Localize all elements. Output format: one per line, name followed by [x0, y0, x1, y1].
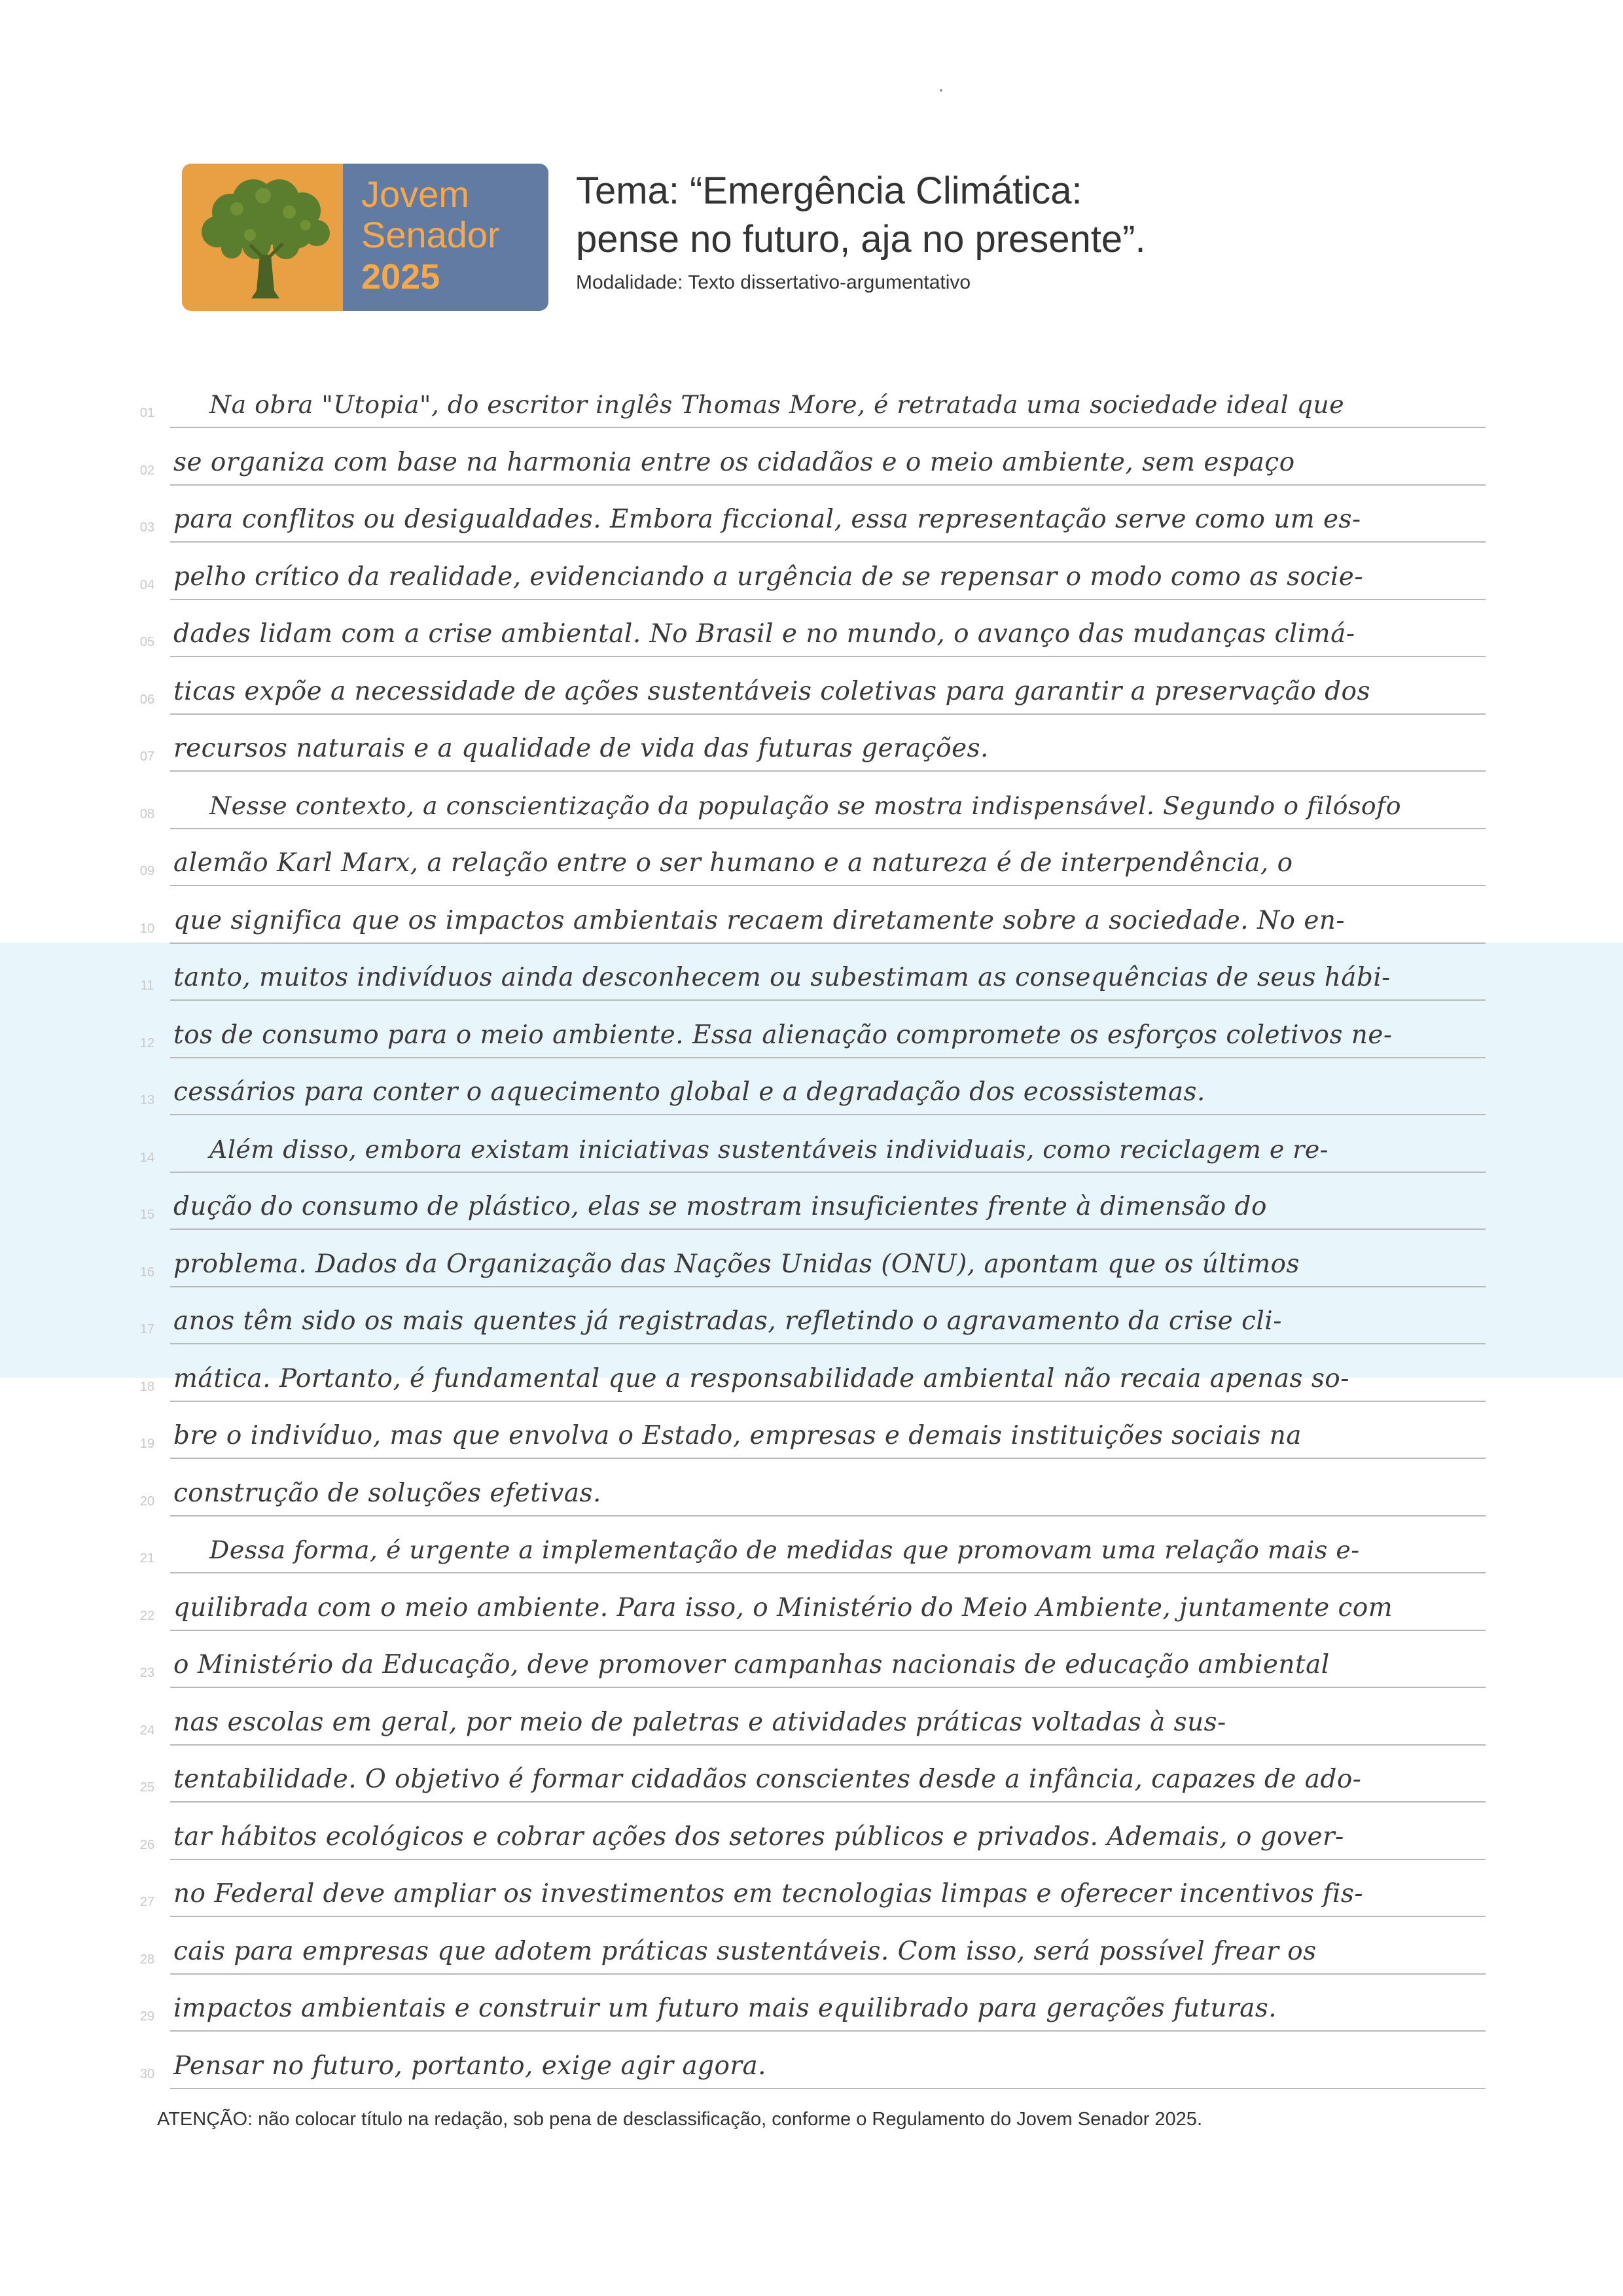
ruled-line	[170, 1114, 1486, 1115]
logo-tree-panel	[191, 173, 338, 302]
ruled-line	[170, 942, 1486, 944]
ruled-line	[170, 1343, 1486, 1344]
essay-line: o Ministério da Educação, deve promover campanhas nacionais de educação ambiental	[173, 1650, 1330, 1679]
line-number: 18	[139, 1379, 155, 1394]
essay-line: quilibrada com o meio ambiente. Para isso, o Ministério do Meio Ambiente, juntamente com	[173, 1592, 1393, 1623]
essay-line: dades lidam com a crise ambiental. No Brasil e no mundo, o avanço das mudanças climá-	[173, 619, 1355, 649]
tema-title-line2: pense no futuro, aja no presente”.	[576, 218, 1146, 260]
ruled-line	[170, 1229, 1486, 1230]
ruled-line	[170, 1515, 1486, 1516]
line-number: 26	[139, 1837, 155, 1852]
essay-line: dução do consumo de plástico, elas se mostram insuficientes frente à dimensão do	[173, 1192, 1267, 1221]
essay-line: problema. Dados da Organização das Nações Unidas (ONU), apontam que os últimos	[173, 1249, 1300, 1279]
tree-icon	[191, 173, 338, 302]
essay-line: Pensar no futuro, portanto, exige agir agora.	[173, 2051, 767, 2081]
line-number: 12	[139, 1035, 155, 1050]
ruled-line	[170, 885, 1486, 886]
logo-year: 2025	[361, 257, 440, 296]
ruled-line	[170, 541, 1486, 543]
logo-text-panel	[343, 164, 548, 311]
tema-title-line1: Tema: “Emergência Climática:	[576, 170, 1082, 212]
ruled-line	[170, 1286, 1486, 1287]
line-number: 09	[139, 864, 155, 878]
logo-jovem: Jovem	[361, 173, 469, 215]
ruled-line	[170, 1172, 1486, 1173]
line-number: 21	[139, 1551, 155, 1566]
essay-line: Na obra "Utopia", do escritor inglês Thomas More, é retratada uma sociedade ideal que	[209, 390, 1345, 419]
line-number: 27	[139, 1895, 155, 1909]
line-number: 19	[139, 1437, 155, 1451]
line-number: 13	[139, 1093, 155, 1107]
ruled-line	[170, 656, 1486, 657]
essay-line: tar hábitos ecológicos e cobrar ações dos setores públicos e privados. Ademais, o gover-	[173, 1821, 1344, 1852]
essay-line: mática. Portanto, é fundamental que a responsabilidade ambiental não recaia apenas so-	[173, 1363, 1349, 1393]
ruled-line	[170, 1859, 1486, 1860]
ruled-line	[170, 1916, 1486, 1917]
scan-speck	[940, 89, 942, 92]
line-number: 02	[139, 463, 155, 478]
essay-line: para conflitos ou desigualdades. Embora ficcional, essa representação serve como um es-	[173, 505, 1361, 534]
line-number: 15	[139, 1208, 155, 1222]
ruled-line	[170, 828, 1486, 829]
ruled-line	[170, 1401, 1486, 1402]
ruled-line	[170, 1744, 1486, 1746]
ruled-line	[170, 1572, 1486, 1573]
line-number: 20	[139, 1494, 155, 1509]
line-number: 01	[139, 406, 155, 420]
essay-line: ticas expõe a necessidade de ações sustentáveis coletivas para garantir a preservação dos	[173, 676, 1370, 706]
essay-line: Dessa forma, é urgente a implementação de medidas que promovam uma relação mais e-	[209, 1535, 1360, 1564]
essay-line: bre o indivíduo, mas que envolva o Estado, empresas e demais instituições sociais na	[173, 1421, 1302, 1450]
line-number: 04	[139, 577, 155, 592]
line-number: 08	[139, 806, 155, 821]
essay-line: construção de soluções efetivas.	[173, 1478, 601, 1508]
ruled-line	[170, 1057, 1486, 1058]
line-number: 10	[139, 921, 155, 936]
essay-line: Nesse contexto, a conscientização da população se mostra indispensável. Segundo o filósofo	[209, 791, 1401, 820]
essay-line: anos têm sido os mais quentes já registradas, refletindo o agravamento da crise cli-	[173, 1306, 1282, 1336]
line-number: 28	[139, 1952, 155, 1967]
ruled-line	[170, 1801, 1486, 1803]
essay-line: impactos ambientais e construir um futuro mais equilibrado para gerações futuras.	[173, 1994, 1277, 2023]
line-number: 03	[139, 520, 155, 535]
line-number: 05	[139, 635, 155, 649]
ruled-line	[170, 1973, 1486, 1975]
ruled-line	[170, 1687, 1486, 1688]
footer-warning: ATENÇÃO: não colocar título na redação, sob pena de desclassificação, conforme o Regulamento do Jovem Senador 2025.	[157, 2109, 1202, 2130]
line-number: 22	[139, 1608, 155, 1623]
essay-line: Além disso, embora existam iniciativas sustentáveis individuais, como reciclagem e re-	[209, 1134, 1329, 1164]
essay-line: tos de consumo para o meio ambiente. Essa alienação compromete os esforços coletivos ne-	[173, 1020, 1393, 1050]
line-number: 25	[139, 1780, 155, 1795]
ruled-line	[170, 770, 1486, 772]
essay-line: no Federal deve ampliar os investimentos em tecnologias limpas e oferecer incentivos fis-	[173, 1879, 1364, 1909]
essay-line: pelho crítico da realidade, evidenciando a urgência de se repensar o modo como as socie-	[173, 562, 1363, 592]
line-number: 17	[139, 1322, 155, 1336]
ruled-line	[170, 1630, 1486, 1631]
essay-line: que significa que os impactos ambientais recaem diretamente sobre a sociedade. No en-	[173, 905, 1346, 935]
ruled-line	[170, 2030, 1486, 2032]
modalidade-label: Modalidade: Texto dissertativo-argumentativo	[576, 272, 971, 293]
essay-line: se organiza com base na harmonia entre os cidadãos e o meio ambiente, sem espaço	[173, 447, 1295, 477]
line-number: 07	[139, 749, 155, 764]
line-number: 23	[139, 1666, 155, 1680]
line-number: 11	[140, 978, 154, 993]
ruled-line	[170, 1458, 1486, 1459]
essay-line: tanto, muitos indivíduos ainda desconhecem ou subestimam as consequências de seus hábi-	[173, 963, 1391, 992]
jovem-senador-logo	[182, 164, 548, 311]
essay-line: cessários para conter o aquecimento global e a degradação dos ecossistemas.	[173, 1077, 1205, 1107]
ruled-line	[170, 599, 1486, 600]
essay-line: alemão Karl Marx, a relação entre o ser humano e a natureza é de interpendência, o	[173, 848, 1293, 878]
ruled-line	[170, 427, 1486, 428]
logo-senador: Senador	[361, 214, 500, 255]
ruled-line	[170, 2088, 1486, 2089]
essay-line: nas escolas em geral, por meio de paletras e atividades práticas voltadas à sus-	[173, 1707, 1226, 1737]
line-number: 14	[139, 1150, 155, 1165]
essay-line: recursos naturais e a qualidade de vida das futuras gerações.	[173, 734, 989, 763]
line-number: 29	[139, 2009, 155, 2024]
line-number: 16	[139, 1265, 155, 1280]
essay-line: tentabilidade. O objetivo é formar cidadãos conscientes desde a infância, capazes de ado-	[173, 1765, 1362, 1794]
line-number: 30	[139, 2066, 155, 2081]
essay-line: cais para empresas que adotem práticas sustentáveis. Com isso, será possível frear os	[173, 1936, 1317, 1966]
ruled-line	[170, 999, 1486, 1001]
ruled-line	[170, 713, 1486, 715]
ruled-line	[170, 484, 1486, 486]
line-number: 06	[139, 692, 155, 707]
line-number: 24	[139, 1723, 155, 1738]
